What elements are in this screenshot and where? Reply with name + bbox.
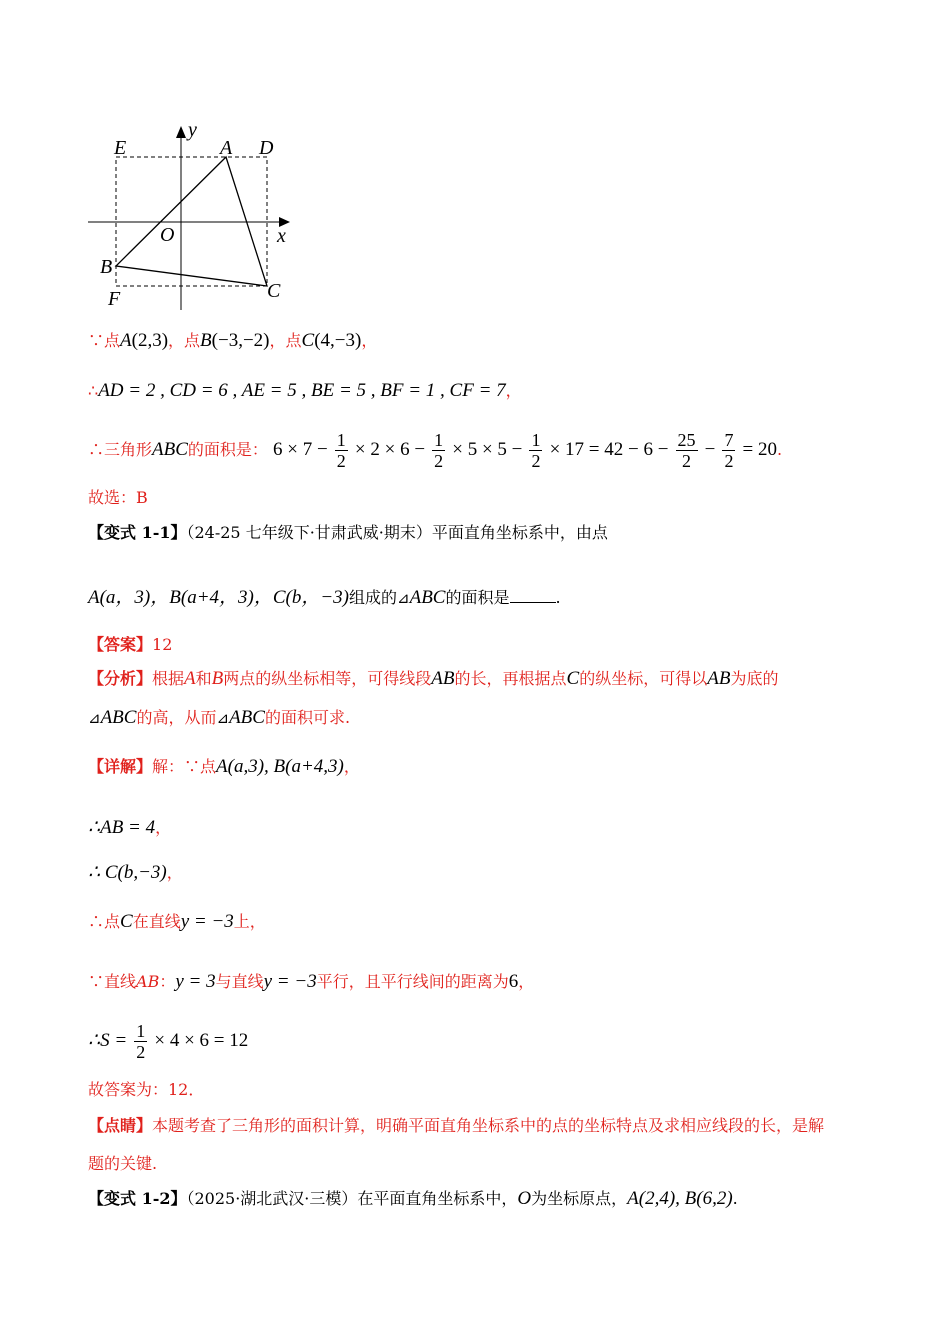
analysis-line-1: 【分析】根据A和B两点的纵坐标相等，可得线段AB的长，再根据点C的纵坐标，可得以AB为底的 xyxy=(88,668,779,689)
fraction: $\frac{1}{2}$ xyxy=(531,430,541,471)
answer-line: 【答案】12 xyxy=(88,635,173,654)
answer-blank[interactable] xyxy=(510,586,556,603)
solution-line-area: ∴三角形ABC的面积是： 6 × 7 − $\frac{1}{2}$ × 2 × 6 − $\frac{1}{2}$ × 5 × 5 − $\frac{1}{2}$ × 17 = 42 − 6 − $\frac{25}{2}$ − $\frac{7}{2}$ = 20. xyxy=(88,430,783,471)
label-A: A xyxy=(220,137,233,159)
analysis-line-2: ⊿ABC的高，从而⊿ABC的面积可求. xyxy=(88,707,351,728)
coordinate-figure xyxy=(80,120,320,320)
solution-line-points: ∵点A(2,3)，点B(−3,−2)，点C(4,−3)， xyxy=(88,330,378,351)
answer-choice: 故选：B xyxy=(88,488,148,507)
step-point-c: ∴ C(b,−3)， xyxy=(88,862,183,883)
fraction: $\frac{1}{2}$ xyxy=(336,430,346,471)
label-F: F xyxy=(108,288,121,310)
final-answer: 故答案为：12． xyxy=(88,1080,205,1099)
fraction: $\frac{25}{2}$ xyxy=(677,430,696,471)
solution-line-lengths: ∴AD = 2 , CD = 6 , AE = 5 , BE = 5 , BF = 1 , CF = 7， xyxy=(88,380,522,401)
label-O: O xyxy=(160,224,175,246)
label-C: C xyxy=(267,280,281,302)
step-c-on-line: ∴点C在直线y = −3上， xyxy=(88,911,266,932)
variant-1-1-question: A(a，3)，B(a+4，3)，C(b，−3)组成的⊿ABC的面积是 . xyxy=(88,587,561,608)
y-axis-arrow xyxy=(176,126,186,138)
variant-1-2-header: 【变式 1-2】（2025·湖北武汉·三模）在平面直角坐标系中，O为坐标原点，A(2,4), B(6,2). xyxy=(88,1188,738,1209)
point-line-2: 题的关键. xyxy=(88,1154,158,1173)
label-y: y xyxy=(188,120,197,141)
point-line-1: 【点睛】本题考查了三角形的面积计算，明确平面直角坐标系中的点的坐标特点及求相应线段的长，是解 xyxy=(88,1116,825,1135)
fraction: $\frac{7}{2}$ xyxy=(724,430,734,471)
step-parallel-lines: ∵直线AB：y = 3与直线y = −3平行，且平行线间的距离为6， xyxy=(88,971,535,992)
variant-1-1-header: 【变式 1-1】（24-25 七年级下·甘肃武威·期末）平面直角坐标系中，由点 xyxy=(88,523,608,542)
step-ab-length: ∴AB = 4， xyxy=(88,817,172,838)
detail-line: 【详解】解：∵点A(a,3), B(a+4,3)， xyxy=(88,756,360,777)
label-E: E xyxy=(114,137,127,159)
label-B: B xyxy=(100,256,113,278)
step-area: ∴S = $\frac{1}{2}$ × 4 × 6 = 12 xyxy=(88,1021,249,1062)
fraction: $\frac{1}{2}$ xyxy=(136,1021,146,1062)
label-x: x xyxy=(277,225,286,247)
fraction: $\frac{1}{2}$ xyxy=(434,430,444,471)
label-D: D xyxy=(259,137,274,159)
